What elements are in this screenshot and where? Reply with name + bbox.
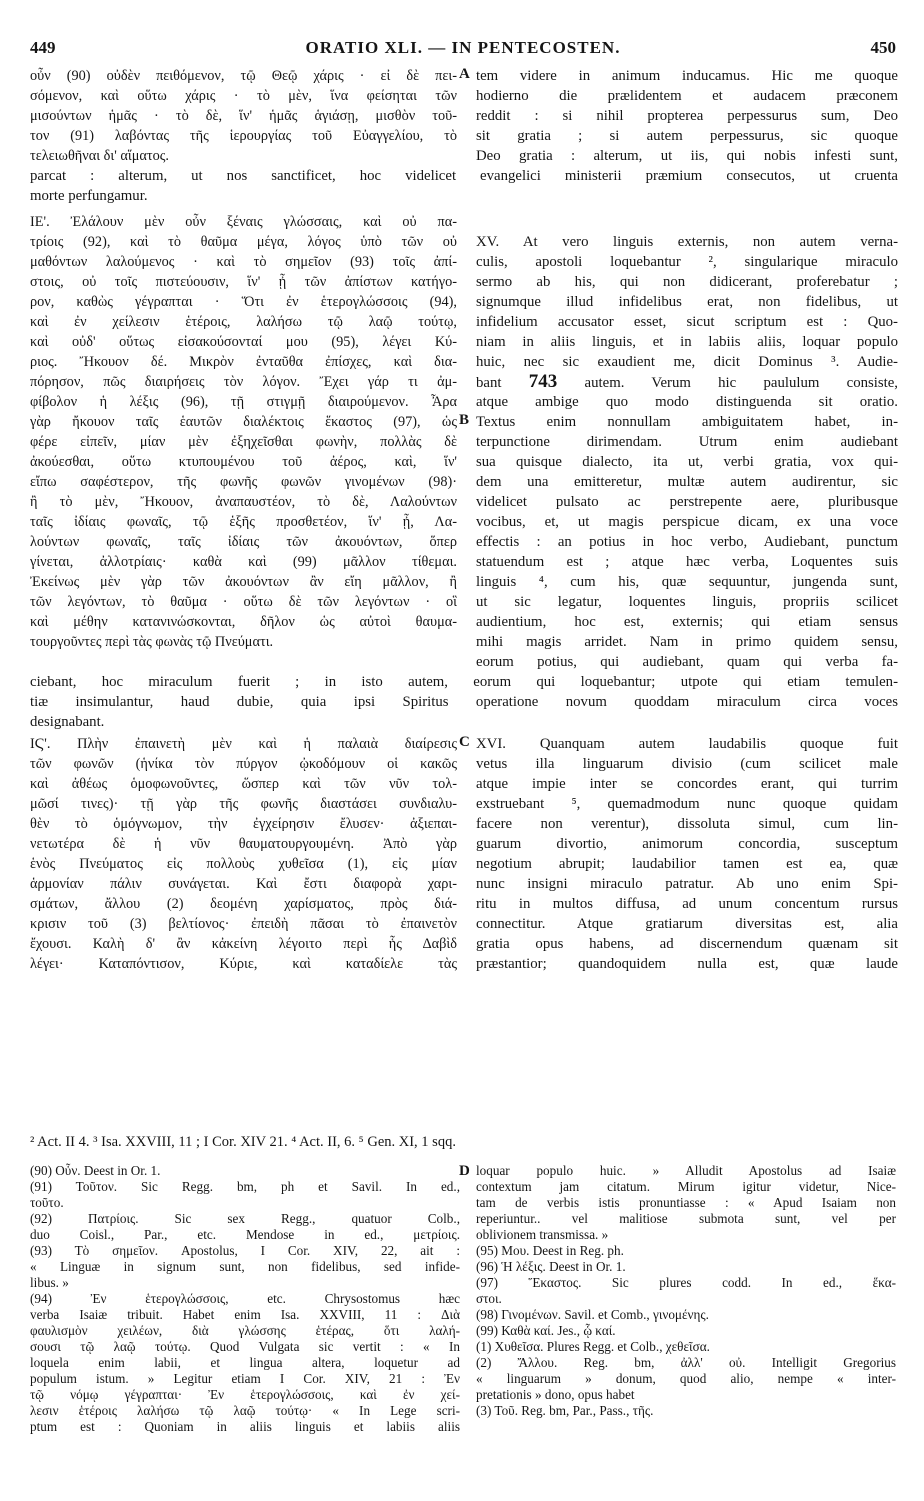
greek-line: φέρε εἰπεῖν, μίαν μὲν ἐξηχεῖσθαι φωνὴν, πολλὰς δὲ <box>30 434 457 450</box>
note-line: (93) Τὸ σημεῖον. Apostolus, I Cor. XIV, 22, ait : <box>30 1243 460 1258</box>
greek-line: κρισιν τοῦ (3) βελτίονος· ἐπειδὴ πᾶσαι τὸ ἐπαινετὸν <box>30 916 457 932</box>
note-line: populum istum. » Legitur etiam I Cor. XIV, 21 : Ἐν <box>30 1371 460 1386</box>
note-line: τοῦτο. <box>30 1195 64 1210</box>
greek-line: νετωτέρα δὲ ἡ νῦν θαυματουργουμένη. Ἀπὸ γὰρ <box>30 836 457 852</box>
latin-line: negotium abrupit; laudabilior tamen est ea, quæ <box>476 856 898 872</box>
latin-line: nunc insigni miraculo patratur. Ab uno enim Spi- <box>476 876 898 892</box>
running-title: ORATIO XLI. — IN PENTECOSTEN. <box>305 38 621 57</box>
note-line: loquar populo huic. » Alludit Apostolus ad Isaiæ <box>476 1163 896 1178</box>
note-line: duo Coisl., Par., etc. Mendose in ed., μετρίοις. <box>30 1227 460 1242</box>
latin-line: dem una emitteretur, multæ autem audirentur, sic <box>476 474 898 490</box>
greek-line: Ἐκείνως μὲν γὰρ τῶν ἀκουόντων ἂν εἴη μᾶλλον, ἢ <box>30 574 457 590</box>
greek-line: λέγει· Καταπόντισον, Κύριε, καὶ καταδίελε τὰς <box>30 956 457 972</box>
note-line: (2) Ἄλλου. Reg. bm, ἀλλ' οὐ. Intelligit Gregorius <box>476 1355 896 1370</box>
latin-line-with-column-number <box>476 372 898 392</box>
note-line: tam de verbis istis pronuntiasse : « Apud Isaiam non <box>476 1195 896 1210</box>
running-header <box>30 38 896 60</box>
latin-line: morte perfungamur. <box>30 188 148 204</box>
latin-line: signumque illud infidelibus erat, non fidelibus, ut <box>476 294 898 310</box>
latin-text: autem. Verum hic paululum consiste, <box>584 375 898 391</box>
greek-line: τῶν φωνῶν (ἡνίκα τὸν πύργον ᾠκοδόμουν οἱ κακῶς <box>30 756 457 772</box>
greek-line: εἴπω σαφέστερον, τῆς φωνῆς φωνῶν γινομένων (98)· <box>30 474 457 490</box>
greek-line: τελειωθῆναι δι' αἵματος. <box>30 148 169 164</box>
latin-line: effectis : an potius in hoc verbo, Audiebant, punctum <box>476 534 898 550</box>
greek-line: καὶ μέθην κατανινώσκονται, δῆλον ὡς αὐτοὶ θαυμα- <box>30 614 457 630</box>
note-line: verba Isaiæ tribuit. Habet enim Isa. XXVIII, 11 : Διὰ <box>30 1307 460 1322</box>
note-line: pretationis » dono, opus habet <box>476 1387 635 1402</box>
greek-line: σμάτων, ἄλλου (2) δεομένη χαρίσματος, πρὸς διά- <box>30 896 457 912</box>
notes-right-column <box>476 1163 896 1419</box>
latin-line: connectitur. Atque gratiarum diversitas est, alia <box>476 916 898 932</box>
latin-line: ciebant, hoc miraculum fuerit ; in isto autem, eorum qui loquebantur; utpote qui etiam temulen- <box>30 674 898 690</box>
latin-line: terpunctione dirimendam. Utrum enim audiebant <box>476 434 898 450</box>
note-line: loquela enim labii, et lingua altera, loquetur ad <box>30 1355 460 1370</box>
latin-line: atque impie inter se concordes erant, qui turrim <box>476 776 898 792</box>
latin-line: mihi magis arridet. Nam in primo quidem sensu, <box>476 634 898 650</box>
note-line: (90) Οὖν. Deest in Or. 1. <box>30 1163 161 1178</box>
greek-line: πόρησον, πῶς διαιρήσεις τὸν λόγον. Ἔχει γάρ τι ἀμ- <box>30 374 457 390</box>
page-number-left: 449 <box>30 38 56 57</box>
latin-line: tiæ insimulantur, haud dubie, quia ipsi Spiritus operatione novum quoddam miraculum circa voces <box>30 694 898 710</box>
full-width-latin-section-1 <box>30 166 898 206</box>
latin-line: parcat : alterum, ut nos sanctificet, hoc videlicet evangelici ministerii præmium consecutos, ut cruenta <box>30 168 898 184</box>
note-line: « linguarum » donum, quod alio, nempe « inter- <box>476 1371 896 1386</box>
greek-line: γίνεται, ἀλλοτρίαις· καθὰ καὶ (99) μᾶλλον τίθεμαι. <box>30 554 457 570</box>
note-line: (95) Μου. Deest in Reg. ph. <box>476 1243 624 1258</box>
greek-line: ταῖς ἰδίαις φωναῖς, τῷ ἑξῆς προσθετέον, ἵν' ᾖ, Λα- <box>30 514 457 530</box>
margin-marker-c: C <box>459 734 470 750</box>
note-line: λεσιν ἑτέροις λαλήσω τῷ λαῷ τούτῳ· « In Lege scri- <box>30 1403 460 1418</box>
margin-marker-b: B <box>459 412 470 428</box>
greek-line: καὶ οὐδ' οὕτως εἰσακούσονταί μου (95), λέγει Κύ- <box>30 334 457 350</box>
latin-line: tem videre in animum inducamus. Hic me quoque <box>476 68 898 84</box>
greek-line: οὖν (90) οὐδὲν πειθόμενον, τῷ Θεῷ χάρις · εἰ δὲ πει- <box>30 68 457 84</box>
latin-line: gratia opus habens, ad discernendum quænam sit <box>476 936 898 952</box>
greek-line: μισούντων ἡμᾶς · τὸ δὲ, ἵν' ἡμᾶς ἁγιάσῃ, μισθὸν τοῦ- <box>30 108 457 124</box>
latin-line: Textus enim nonnullam ambiguitatem habet, in- <box>476 414 898 430</box>
latin-line: sermo ab his, qui non didicerant, proferebatur ; <box>476 274 898 290</box>
latin-line: XV. At vero linguis externis, non autem verna- <box>476 234 898 250</box>
latin-line: præstantior; quandoquidem nulla est, quæ laude <box>476 956 898 972</box>
latin-line: hodierno die prælidentem et audacem præconem <box>476 88 898 104</box>
latin-line: huic, nec sic exaudient me, dicit Dominus ³. Audie- <box>476 354 898 370</box>
note-line: σουσι τῷ λαῷ τούτῳ. Quod Vulgata sic vertit : « In <box>30 1339 460 1354</box>
note-line: libus. » <box>30 1275 69 1290</box>
greek-line: μαθόντων λαλούμενος · καὶ τὸ σημεῖον (93) τοῖς ἀπί- <box>30 254 457 270</box>
latin-line: reddit : si nihil propterea perpessurus sum, Deo <box>476 108 898 124</box>
greek-line: ΙΕ'. Ἐλάλουν μὲν οὖν ξέναις γλώσσαις, καὶ οὐ πα- <box>30 214 457 230</box>
latin-line: videlicet pulsato ac perstrepente aere, pluribusque <box>476 494 898 510</box>
greek-column-section-2 <box>30 212 457 652</box>
greek-line: τουργοῦντες περὶ τὰς φωνὰς τῷ Πνεύματι. <box>30 634 274 650</box>
latin-line: culis, apostoli loquebantur ², singularique miraculo <box>476 254 898 270</box>
note-line: (94) Ἐν ἑτερογλώσσοις, etc. Chrysostomus hæc <box>30 1291 460 1306</box>
latin-line: guarum divortio, animorum concordia, susceptum <box>476 836 898 852</box>
greek-line: καὶ ἀθέως ὁμοφωνοῦντες, ὥσπερ καὶ τῶν νῦν τολ- <box>30 776 457 792</box>
note-line: « Linguæ in signum sunt, non fidelibus, sed infide- <box>30 1259 460 1274</box>
greek-line: ἀκούεσθαι, οὕτω κτυπουμένου τοῦ ἀέρος, καὶ, ἵν' <box>30 454 457 470</box>
note-line: (92) Πατρίοις. Sic sex Regg., quatuor Colb., <box>30 1211 460 1226</box>
note-line: contextum jam citatum. Mirum igitur videtur, Nice- <box>476 1179 896 1194</box>
page-number-right: 450 <box>870 38 896 57</box>
latin-line: linguis ⁴, cum his, quæ sequuntur, jungenda sunt, <box>476 574 898 590</box>
column-number: 743 <box>528 372 558 392</box>
latin-column-section-1 <box>476 66 898 166</box>
latin-line: vocibus, et, ut magis perspicue dicam, ex una voce <box>476 514 898 530</box>
note-line: oblivionem transmissa. » <box>476 1227 609 1242</box>
greek-line: ἢ τὸ μὲν, Ἤκουον, ἀναπαυστέον, τὸ δὲ, Λαλούντων <box>30 494 457 510</box>
note-line: (1) Χυθεῖσα. Plures Regg. et Colb., χεθεῖσα. <box>476 1339 710 1354</box>
latin-line: facere non verentur), dissoluta simul, cum lin- <box>476 816 898 832</box>
latin-word: bant <box>476 375 502 391</box>
note-line: (98) Γινομένων. Savil. et Comb., γινομένης. <box>476 1307 709 1322</box>
greek-line: τον (91) λαβόντας τῆς ἱερουργίας τοῦ Εὐαγγελίου, τὸ <box>30 128 457 144</box>
notes-left-column <box>30 1163 460 1435</box>
latin-line: sit gratia ; si autem perpessurus, sic quoque <box>476 128 898 144</box>
greek-line: ρον, καθὼς γέγραπται · Ὅτι ἐν ἑτερογλώσσοις (94), <box>30 294 457 310</box>
latin-line: Deo gratia : alterum, ut iis, qui nobis infesti sunt, <box>476 148 898 164</box>
scripture-references: ² Act. II 4. ³ Isa. XXVIII, 11 ; I Cor. XIV 21. ⁴ Act. II, 6. ⁵ Gen. XI, 1 sqq. <box>30 1134 456 1150</box>
full-width-latin-section-2 <box>30 672 898 732</box>
note-line: (99) Καθὰ καί. Jes., ᾧ καί. <box>476 1323 616 1338</box>
greek-line: θὲν τὸ ὁμόγνωμον, τὴν ἐγχείρησιν ἔλυσεν· ἀξιεπαι- <box>30 816 457 832</box>
latin-line: atque ambige quo modo distinguenda sit oratio. <box>476 394 898 410</box>
greek-line: σόμενον, καὶ οὕτω χάρις · τὸ μὲν, ἵνα φείσηται τῶν <box>30 88 457 104</box>
latin-column-section-3 <box>476 734 898 974</box>
latin-line: designabant. <box>30 714 105 730</box>
latin-line: infidelium accusator esset, sicut scriptum est : Quo- <box>476 314 898 330</box>
note-line: (91) Τοῦτον. Sic Regg. bm, ph et Savil. In ed., <box>30 1179 460 1194</box>
note-line: φαυλισμὸν χειλέων, διὰ γλώσσης ἑτέρας, ὅτι λαλή- <box>30 1323 460 1338</box>
greek-column-section-3 <box>30 734 457 974</box>
latin-line: niam in aliis linguis, et in labiis aliis, loquar populo <box>476 334 898 350</box>
latin-line: vetus illa linguarum divisio (cum scilicet male <box>476 756 898 772</box>
greek-column-section-1 <box>30 66 457 166</box>
latin-line: eorum potius, qui audiebant, quam qui verba fa- <box>476 654 898 670</box>
latin-line: XVI. Quanquam autem laudabilis quoque fuit <box>476 736 898 752</box>
note-line: (3) Τοῦ. Reg. bm, Par., Pass., τῆς. <box>476 1403 654 1418</box>
greek-line: φίβολον ἡ λέξις (96), τῇ στιγμῇ διαιρούμενον. Ἆρα <box>30 394 457 410</box>
greek-line: στοις, οὐ τοῖς πιστεύουσιν, ἵν' ᾖ τῶν ἀπίστων κατήγο- <box>30 274 457 290</box>
greek-line: τῶν λεγόντων, τὸ θαῦμα · οὕτω δὲ τῶν λεγόντων · οἳ <box>30 594 457 610</box>
greek-line: ριος. Ἤκουον δέ. Μικρὸν ἐνταῦθα ἐπίσχες, καὶ δια- <box>30 354 457 370</box>
latin-line: sua quisque dialecto, ita ut, verbi gratia, vox qui- <box>476 454 898 470</box>
greek-line: ἑνὸς Πνεύματος εἰς πολλοὺς χυθεῖσα (1), εἰς μίαν <box>30 856 457 872</box>
note-line: ptum est : Quoniam in aliis linguis et labiis aliis <box>30 1419 460 1434</box>
greek-line: ΙϚ'. Πλὴν ἐπαινετὴ μὲν καὶ ἡ παλαιὰ διαίρεσις <box>30 736 457 752</box>
latin-line: exstruebant ⁵, quemadmodum nunc quoque quidam <box>476 796 898 812</box>
latin-line: audientium, hoc est, externis; qui etiam sensus <box>476 614 898 630</box>
margin-marker-d: D <box>459 1163 470 1179</box>
note-line: reperiuntur.. vel malitiose submota sunt, vel per <box>476 1211 896 1226</box>
note-line: (97) Ἕκαστος. Sic plures codd. In ed., ἕκα- <box>476 1275 896 1290</box>
greek-line: τρίοις (92), καὶ τὸ θαῦμα μέγα, λόγος ὑπὸ τῶν οὐ <box>30 234 457 250</box>
latin-line: ritu in multos diffusa, ad unum concentum rursus <box>476 896 898 912</box>
note-line: στοι. <box>476 1291 502 1306</box>
greek-line: ἁρμονίαν πάλιν συνάγεται. Καὶ ἔστι διαφορὰ χαρι- <box>30 876 457 892</box>
latin-line: ut sic legatur, loquentes linguis, propriis scilicet <box>476 594 898 610</box>
greek-line: λούντων φωναῖς, ταῖς ἰδίαις τῶν ἀκουόντων, ὅπερ <box>30 534 457 550</box>
greek-line: μῶσί τινες)· τῇ γὰρ τῆς φωνῆς διαστάσει συνδιαλυ- <box>30 796 457 812</box>
note-line: (96) Ἡ λέξις. Deest in Or. 1. <box>476 1259 626 1274</box>
note-line: τῷ νόμῳ γέγραπται· Ἐν ἑτερογλώσσοις, καὶ ἐν χεί- <box>30 1387 460 1402</box>
greek-line: καὶ ἐν χείλεσιν ἑτέροις, λαλήσω τῷ λαῷ τούτῳ, <box>30 314 457 330</box>
margin-marker-a: A <box>459 66 470 82</box>
latin-line: statuendum est ; atque hæc verba, Loquentes suis <box>476 554 898 570</box>
greek-line: ἔχουσι. Καλὴ δ' ἂν κἀκείνη λέγοιτο περὶ ἧς Δαβὶδ <box>30 936 457 952</box>
latin-column-section-2 <box>476 232 898 672</box>
greek-line: γὰρ ἤκουον ταῖς ἑαυτῶν διαλέκτοις ἕκαστος (97), ὡς <box>30 414 457 430</box>
